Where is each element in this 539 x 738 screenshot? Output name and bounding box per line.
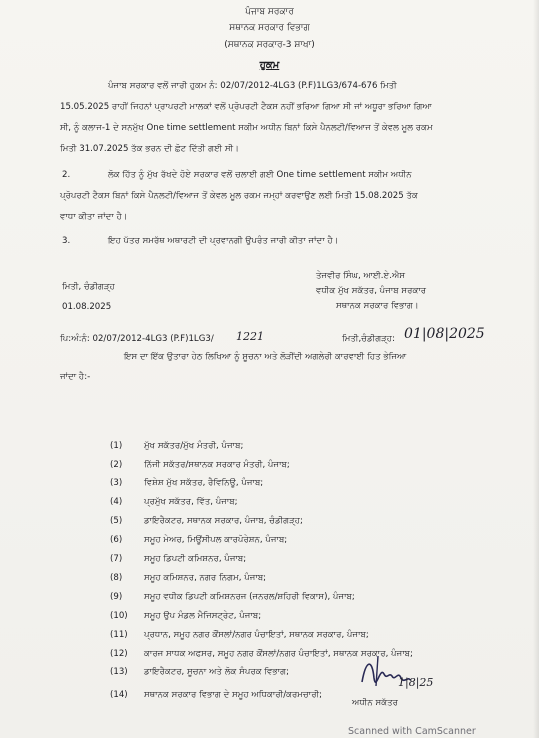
- order-title: ਹੁਕਮ: [259, 60, 280, 71]
- page-edge-shadow: [533, 0, 539, 738]
- recipient-number: (13): [110, 667, 128, 677]
- para2-line2: ਪ੍ਰੋਪਰਟੀ ਟੈਕਸ ਬਿਨਾਂ ਕਿਸੇ ਪੈਨਲਟੀ/ਵਿਆਜ ਤੋਂ ਕੇਵਲ ਮੂਲ ਰਕਮ ਜਮ੍ਹਾਂ ਕਰਵਾਉਣ ਲਈ ਮਿਤੀ 15.08.2025 ਤੱਕ: [60, 191, 418, 201]
- recipient-number: (6): [110, 535, 123, 545]
- signatory-name: ਤੇਜਵੀਰ ਸਿੰਘ, ਆਈ.ਏ.ਐਸ: [316, 271, 406, 281]
- para2-number: 2.: [62, 170, 71, 180]
- signatory-department: ਸਥਾਨਕ ਸਰਕਾਰ ਵਿਭਾਗ।: [336, 301, 419, 311]
- recipient-number: (5): [110, 516, 123, 526]
- place-label: ਮਿਤੀ, ਚੰਡੀਗੜ੍ਹ: [62, 282, 115, 292]
- issue-date: 01.08.2025: [62, 302, 112, 312]
- recipient-number: (8): [110, 573, 123, 583]
- recipient-number: (1): [110, 441, 123, 451]
- recipient-text: ਨਿੱਜੀ ਸਕੱਤਰ/ਸਥਾਨਕ ਸਰਕਾਰ ਮੰਤਰੀ, ਪੰਜਾਬ;: [144, 460, 290, 470]
- copy-forward-line2: ਜਾਂਦਾ ਹੈ:-: [60, 372, 91, 382]
- header-department: ਸਥਾਨਕ ਸਰਕਾਰ ਵਿਭਾਗ: [229, 23, 310, 33]
- endorsement-date-label: ਮਿਤੀ,ਚੰਡੀਗੜ੍ਹ:: [342, 334, 395, 344]
- recipient-text: ਪ੍ਰਧਾਨ, ਸਮੂਹ ਨਗਰ ਕੌਂਸਲਾਂ/ਨਗਰ ਪੰਚਾਇਤਾਂ, ਸਥਾਨਕ ਸਰਕਾਰ, ਪੰਜਾਬ;: [144, 630, 369, 640]
- recipient-number: (10): [110, 611, 128, 621]
- signature-designation: ਅਧੀਨ ਸਕੱਤਰ: [352, 698, 398, 708]
- endorsement-ref-handwritten: 1221: [236, 330, 264, 343]
- para1-line3: ਸੀ, ਨੂੰ ਕਲਾਜ-1 ਦੇ ਸਨਮੁੱਖ One time settlement ਸਕੀਮ ਅਧੀਨ ਬਿਨਾਂ ਕਿਸੇ ਪੈਨਲਟੀ/ਵਿਆਜ ਤੋਂ ਕੇਵਲ ਮੂਲ ਰਕਮ: [60, 123, 433, 133]
- copy-forward-line1: ਇਸ ਦਾ ਇੱਕ ਉਤਾਰਾ ਹੇਠ ਲਿਖਿਆ ਨੂੰ ਸੂਚਨਾ ਅਤੇ ਲੋੜੀਂਦੀ ਅਗਲੇਰੀ ਕਾਰਵਾਈ ਹਿਤ ਭੇਜਿਆ: [124, 352, 407, 362]
- recipient-text: ਸਮੂਹ ਡਿਪਟੀ ਕਮਿਸ਼ਨਰ, ਪੰਜਾਬ;: [144, 554, 247, 564]
- recipient-text: ਮੁੱਖ ਸਕੱਤਰ/ਮੁੱਖ ਮੰਤਰੀ, ਪੰਜਾਬ;: [144, 441, 244, 451]
- handwritten-signature: [356, 652, 436, 696]
- signature-date-handwritten: 1|8|25: [398, 676, 434, 689]
- recipient-number: (4): [110, 497, 123, 507]
- recipient-number: (3): [110, 478, 123, 488]
- header-government: ਪੰਜਾਬ ਸਰਕਾਰ: [245, 7, 294, 17]
- recipient-number: (9): [110, 592, 123, 602]
- recipient-text: ਸਮੂਹ ਕਮਿਸ਼ਨਰ, ਨਗਰ ਨਿਗਮ, ਪੰਜਾਬ;: [144, 573, 267, 583]
- recipient-number: (2): [110, 460, 123, 470]
- recipient-text: ਵਿਸ਼ੇਸ਼ ਮੁੱਖ ਸਕੱਤਰ, ਰੈਵਿਨਿਊ, ਪੰਜਾਬ;: [144, 478, 264, 488]
- endorsement-ref: ਪਿ:ਅੰ:ਨੰ: 02/07/2012-4LG3 (P.F)1LG3/: [60, 334, 214, 344]
- signatory-designation: ਵਧੀਕ ਮੁੱਖ ਸਕੱਤਰ, ਪੰਜਾਬ ਸਰਕਾਰ: [316, 286, 427, 296]
- para2-line1: ਲੋਕ ਹਿੱਤ ਨੂੰ ਮੁੱਖ ਰੱਖਦੇ ਹੋਏ ਸਰਕਾਰ ਵਲੋਂ ਚਲਾਈ ਗਈ One time settlement ਸਕੀਮ ਅਧੀਨ: [108, 170, 412, 180]
- para3-number: 3.: [62, 236, 71, 246]
- recipient-number: (12): [110, 649, 128, 659]
- para1-line1: ਪੰਜਾਬ ਸਰਕਾਰ ਵਲੋਂ ਜਾਰੀ ਹੁਕਮ ਨੰ: 02/07/2012-4LG3 (P.F)1LG3/674-676 ਮਿਤੀ: [108, 81, 397, 91]
- recipient-text: ਸਮੂਹ ਮੇਅਰ, ਮਿਊਂਸੀਪਲ ਕਾਰਪੋਰੇਸ਼ਨ, ਪੰਜਾਬ;: [144, 535, 288, 545]
- recipient-text: ਪ੍ਰਮੁੱਖ ਸਕੱਤਰ, ਵਿੱਤ, ਪੰਜਾਬ;: [144, 497, 238, 507]
- recipient-text: ਸਥਾਨਕ ਸਰਕਾਰ ਵਿਭਾਗ ਦੇ ਸਮੂਹ ਅਧਿਕਾਰੀ/ਕਰਮਚਾਰੀ;: [144, 690, 323, 700]
- recipient-text: ਸਮੂਹ ਵਧੀਕ ਡਿਪਟੀ ਕਮਿਸ਼ਨਰਜ (ਜਨਰਲ/ਸ਼ਹਿਰੀ ਵਿਕਾਸ), ਪੰਜਾਬ;: [144, 592, 355, 602]
- recipient-text: ਕਾਰਜ ਸਾਧਕ ਅਫਸਰ, ਸਮੂਹ ਨਗਰ ਕੌਂਸਲਾਂ/ਨਗਰ ਪੰਚਾਇਤਾਂ, ਸਥਾਨਕ ਸਰਕਾਰ, ਪੰਜਾਬ;: [144, 649, 413, 659]
- scanner-watermark: Scanned with CamScanner: [348, 726, 476, 737]
- recipient-text: ਡਾਇਰੈਕਟਰ, ਸੂਚਨਾ ਅਤੇ ਲੋਕ ਸੰਪਰਕ ਵਿਭਾਗ;: [144, 667, 290, 677]
- recipient-number: (14): [110, 690, 128, 700]
- recipient-number: (7): [110, 554, 123, 564]
- para3-line1: ਇਹ ਪੱਤਰ ਸਮਰੱਥ ਅਥਾਰਟੀ ਦੀ ਪ੍ਰਵਾਨਗੀ ਉਪਰੰਤ ਜਾਰੀ ਕੀਤਾ ਜਾਂਦਾ ਹੈ।: [108, 236, 339, 246]
- recipient-text: ਡਾਇਰੈਕਟਰ, ਸਥਾਨਕ ਸਰਕਾਰ, ਪੰਜਾਬ, ਚੰਡੀਗੜ੍ਹ;: [144, 516, 303, 526]
- recipient-number: (11): [110, 630, 128, 640]
- endorsement-date-handwritten: 01|08|2025: [404, 326, 485, 342]
- para1-line4: ਮਿਤੀ 31.07.2025 ਤੱਕ ਭਰਨ ਦੀ ਛੋਟ ਦਿੱਤੀ ਗਈ ਸੀ।: [60, 144, 239, 154]
- header-branch: (ਸਥਾਨਕ ਸਰਕਾਰ-3 ਸ਼ਾਖਾ): [224, 40, 315, 50]
- para1-line2: 15.05.2025 ਰਾਹੀਂ ਜਿਹਨਾਂ ਪ੍ਰਾਪਰਟੀ ਮਾਲਕਾਂ ਵਲੋਂ ਪ੍ਰੋਪਰਟੀ ਟੈਕਸ ਨਹੀਂ ਭਰਿਆ ਗਿਆ ਸੀ ਜਾਂ ਅਧੂਰਾ ਭਰਿਆ ਗਿਆ: [60, 102, 432, 112]
- recipient-text: ਸਮੂਹ ਉਪ ਮੰਡਲ ਮੈਜਿਸਟ੍ਰੇਟ, ਪੰਜਾਬ;: [144, 611, 262, 621]
- para2-line3: ਵਾਧਾ ਕੀਤਾ ਜਾਂਦਾ ਹੈ।: [60, 212, 128, 222]
